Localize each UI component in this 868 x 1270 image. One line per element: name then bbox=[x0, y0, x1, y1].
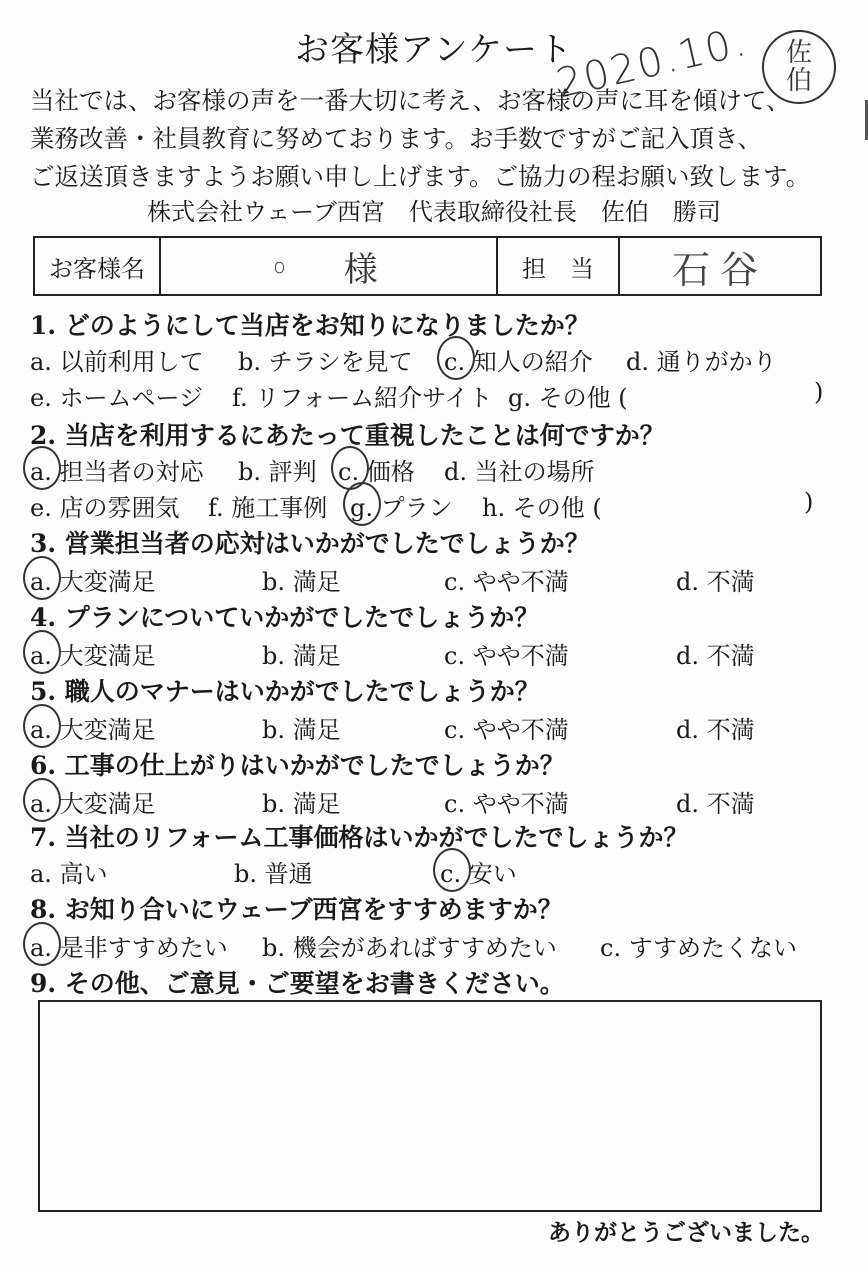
selection-circle bbox=[343, 482, 381, 526]
option-2h[interactable]: h. その他 ( bbox=[482, 494, 602, 522]
handwritten-date: 2020.10. bbox=[552, 18, 752, 108]
option-3d[interactable]: d. 不満 bbox=[676, 568, 755, 596]
option-1a[interactable]: a. 以前利用して bbox=[30, 348, 204, 376]
question-4: 4. プランについていかがでしたでしょうか？ bbox=[30, 603, 540, 632]
question-5: 5. 職人のマナーはいかがでしたでしょうか？ bbox=[30, 677, 540, 706]
intro-line: 業務改善・社員教育に努めております。お手数ですがご記入頂き、 bbox=[30, 124, 763, 153]
option-1b[interactable]: b. チラシを見て bbox=[238, 348, 413, 376]
option-1e[interactable]: e. ホームページ bbox=[30, 384, 203, 412]
question-6: 6. 工事の仕上がりはいかがでしたでしょうか？ bbox=[30, 751, 565, 780]
option-1d[interactable]: d. 通りがかり bbox=[626, 348, 777, 376]
seal-char-top: 佐 bbox=[785, 38, 812, 68]
selection-circle bbox=[23, 922, 61, 966]
staff-name-field[interactable] bbox=[620, 238, 820, 294]
option-4c[interactable]: c. やや不満 bbox=[444, 642, 569, 670]
option-2e[interactable]: e. 店の雰囲気 bbox=[30, 494, 180, 522]
option-5b[interactable]: b. 満足 bbox=[262, 716, 341, 744]
intro-line: ご返送頂きますようお願い申し上げます。ご協力の程お願い致します。 bbox=[30, 162, 811, 191]
option-3a[interactable]: a. 大変満足 bbox=[30, 568, 156, 596]
option-2a[interactable]: a. 担当者の対応 bbox=[30, 458, 204, 486]
option-4d[interactable]: d. 不満 bbox=[676, 642, 755, 670]
option-2b[interactable]: b. 評判 bbox=[238, 458, 317, 486]
thanks-text: ありがとうございました。 bbox=[548, 1219, 824, 1246]
option-6d[interactable]: d. 不満 bbox=[676, 790, 755, 818]
selection-circle bbox=[23, 556, 61, 600]
paren-close: ) bbox=[814, 378, 824, 406]
customer-initial: o bbox=[273, 254, 286, 278]
selection-circle bbox=[23, 446, 61, 490]
option-8b[interactable]: b. 機会があればすすめたい bbox=[262, 934, 557, 962]
seal-char-bottom: 伯 bbox=[785, 66, 812, 96]
selection-circle bbox=[23, 778, 61, 822]
option-8c[interactable]: c. すすめたくない bbox=[600, 934, 797, 962]
option-1c[interactable]: c. 知人の紹介 bbox=[444, 348, 593, 376]
selection-circle bbox=[23, 704, 61, 748]
company-line: 株式会社ウェーブ西宮 代表取締役社長 佐伯 勝司 bbox=[147, 198, 721, 226]
question-8: 8. お知り合いにウェーブ西宮をすすめますか？ bbox=[30, 895, 563, 924]
question-3: 3. 営業担当者の応対はいかがでしたでしょうか？ bbox=[30, 529, 590, 558]
customer-suffix: 様 bbox=[343, 249, 384, 290]
option-6a[interactable]: a. 大変満足 bbox=[30, 790, 156, 818]
customer-header-table bbox=[33, 236, 822, 296]
staff-label: 担 当 bbox=[522, 254, 594, 283]
option-5a[interactable]: a. 大変満足 bbox=[30, 716, 156, 744]
question-7: 7. 当社のリフォーム工事価格はいかがでしたでしょうか？ bbox=[30, 823, 689, 852]
option-3c[interactable]: c. やや不満 bbox=[444, 568, 569, 596]
option-4a[interactable]: a. 大変満足 bbox=[30, 642, 156, 670]
option-3b[interactable]: b. 満足 bbox=[262, 568, 341, 596]
option-1f[interactable]: f. リフォーム紹介サイト bbox=[232, 384, 493, 412]
intro-line: 当社では、お客様の声を一番大切に考え、お客様の声に耳を傾けて、 bbox=[30, 86, 791, 115]
selection-circle bbox=[23, 630, 61, 674]
option-7c[interactable]: c. 安い bbox=[440, 860, 517, 888]
option-6c[interactable]: c. やや不満 bbox=[444, 790, 569, 818]
selection-circle bbox=[433, 848, 471, 892]
option-7b[interactable]: b. 普通 bbox=[234, 860, 313, 888]
option-1g[interactable]: g. その他 ( bbox=[508, 384, 628, 412]
selection-circle bbox=[437, 336, 475, 380]
option-7a[interactable]: a. 高い bbox=[30, 860, 108, 888]
page-title: お客様アンケート bbox=[295, 30, 573, 70]
option-2f[interactable]: f. 施工事例 bbox=[208, 494, 328, 522]
option-2d[interactable]: d. 当社の場所 bbox=[444, 458, 595, 486]
intro-text bbox=[30, 82, 850, 196]
option-5c[interactable]: c. やや不満 bbox=[444, 716, 569, 744]
option-2c[interactable]: c. 価格 bbox=[338, 458, 415, 486]
staff-name: 石谷 bbox=[671, 247, 768, 292]
question-9: 9. その他、ご意見・ご要望をお書きください。 bbox=[30, 969, 565, 998]
option-6b[interactable]: b. 満足 bbox=[262, 790, 341, 818]
customer-name-field[interactable] bbox=[161, 238, 498, 294]
option-2g[interactable]: g. プラン bbox=[350, 494, 453, 522]
customer-name-label: お客様名 bbox=[49, 254, 145, 283]
question-1: 1. どのようにして当店をお知りになりましたか？ bbox=[30, 311, 590, 340]
paren-close: ) bbox=[804, 488, 814, 516]
option-5d[interactable]: d. 不満 bbox=[676, 716, 755, 744]
option-4b[interactable]: b. 満足 bbox=[262, 642, 341, 670]
comment-textarea[interactable] bbox=[38, 1000, 822, 1212]
question-2: 2. 当店を利用するにあたって重視したことは何ですか？ bbox=[30, 421, 665, 450]
option-8a[interactable]: a. 是非すすめたい bbox=[30, 934, 228, 962]
